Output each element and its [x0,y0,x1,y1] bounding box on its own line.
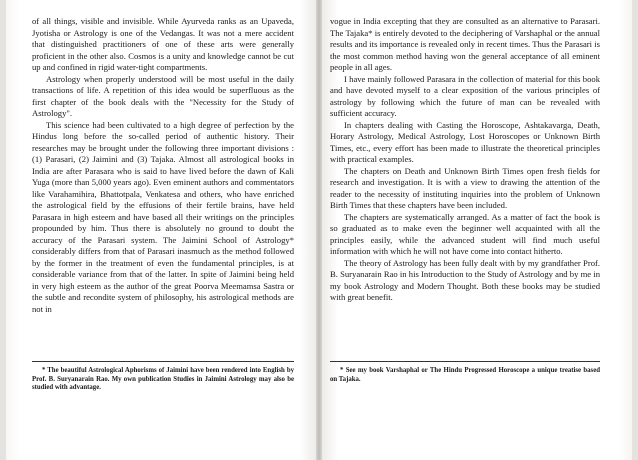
right-footnote-text: * See my book Varshaphal or The Hindu Progressed Horoscope a unique treatise based on Tajaka. [330,367,600,383]
right-footnote [330,367,600,384]
right-paragraph-4: The chapters on Death and Unknown Birth Times open fresh fields for research and investigation. It is with a view to drawing the attention of the reader to the necessity of instituting inquiries into the problem of Unknown Birth Times that these chapters have been included. [330,165,600,210]
left-paragraph-1: of all things, visible and invisible. While Ayurveda ranks as an Upaveda, Jyotisha or Astrology is one of the Vedangas. It was not a mere accident that distinguished practitioners of one of these arts were generally proficient in the other also. Cosmos is a unity and knowledge cannot be cut up and confined in rigid water-tight compartments. [32,16,294,72]
right-paragraph-6: The theory of Astrology has been fully dealt with by my grandfather Prof. B. Suryanarain Rao in his Introduction to the Study of Astrology and by me in my book Astrology and Modern Thought. Both these books may be studied with great benefit. [330,257,600,302]
right-paragraph-2: I have mainly followed Parasara in the collection of material for this book and have devoted myself to a clear exposition of the various principles of astrology by following which the future of man can be revealed with sufficient accuracy. [330,73,600,118]
right-page-body [330,16,600,304]
right-paragraph-5: The chapters are systematically arranged. As a matter of fact the book is so graduated as to make even the beginner well acquainted with all the principles easily, while the advanced student will find much useful information with which he will not have come into contact hitherto. [330,211,600,256]
right-paragraph-1: vogue in India excepting that they are consulted as an alternative to Parasari. The Tajaka* is entirely devoted to the deciphering of Varshaphal or the annual results and its importance is revealed only in recent times. Thus the Parasari is the most common method having won the general acceptance of all eminent people in all ages. [330,16,600,72]
left-footnote [32,367,294,393]
left-page-body [32,16,294,315]
left-paragraph-3: This science had been cultivated to a high degree of perfection by the Hindus long before the so-called period of authentic history. Their researches may be brought under the following three important divisions : (1) Parasari, (2) Jaimini and (3) Tajaka. Almost all astrological books in India are after Parasara who is said to have lived before the dawn of Kali Yuga (more than 5,000 years ago). Even eminent authors and commentators like Varahamihira, Bhattotpala, Venkatesa and others, who have enriched the astrological field by the effusions of their fertile brains, have held Parasara in high esteem and have based all their writings on the principles propounded by him. Thus there is absolutely no ground to doubt the accuracy of the Parasari system. The Jaimini School of Astrology* considerably differs from that of Parasari inasmuch as the method followed by the former in the treatment of even the fundamental principles, is at considerable variance from that of the latter. In spite of Jaimini being held in very high esteem as the author of the great Poorva Meemamsa Sastra or the subtle and recondite system of philosophy, his astrological methods are not in [32,119,294,314]
book-gutter [316,0,322,460]
left-footnote-text: * The beautiful Astrological Aphorisms of Jaimini have been rendered into English by Prof. B. Suryanarain Rao. My own publication Studies in Jaimini Astrology may also be studied with advantage. [32,367,294,392]
page-edge-left [0,0,6,460]
left-paragraph-2: Astrology when properly understood will be most useful in the daily transactions of life. A repetition of this idea would be superfluous as the first chapter of the book deals with the "Necessity for the Study of Astrology". [32,73,294,118]
left-footnote-rule [32,361,294,362]
page-edge-right [632,0,638,460]
right-paragraph-3: In chapters dealing with Casting the Horoscope, Ashtakavarga, Death, Horary Astrology, Medical Astrology, Lost Horoscopes or Unknown Birth Times, etc., every effort has been made to illustrate the theoretical principles with practical examples. [330,119,600,164]
right-footnote-rule [330,361,600,362]
